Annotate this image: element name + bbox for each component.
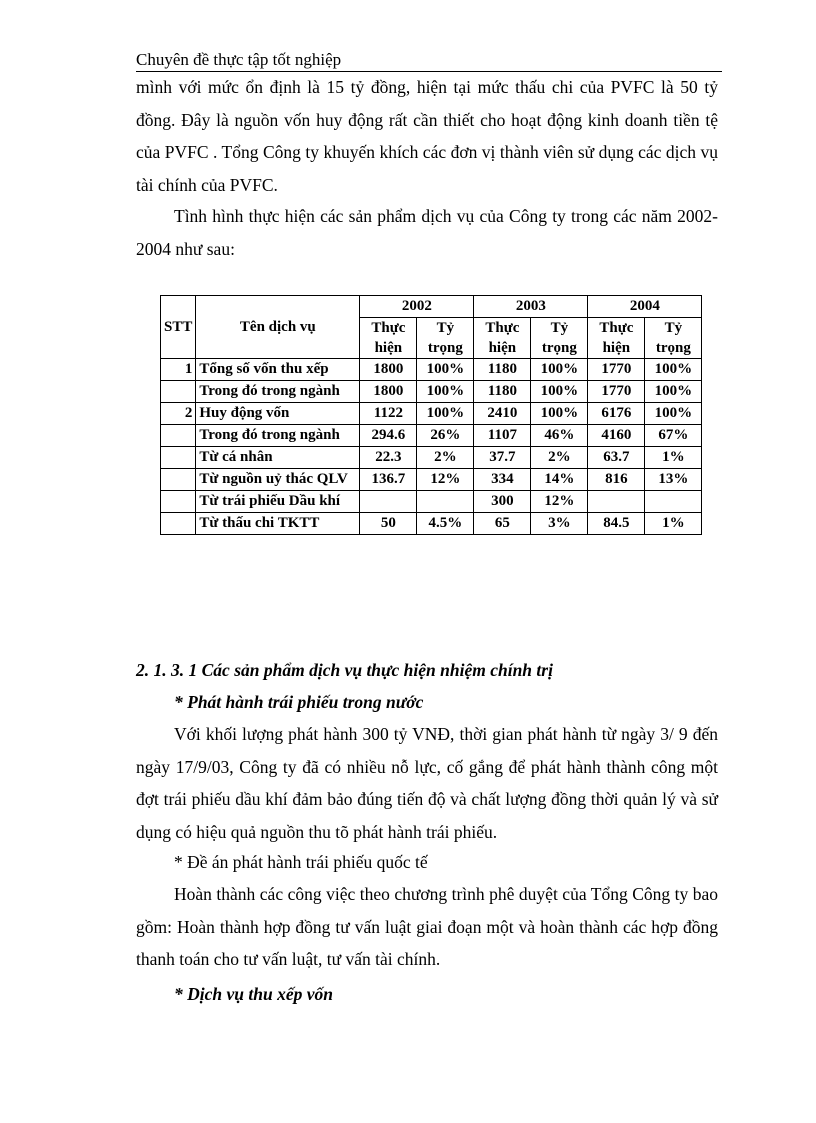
row-share-value: 13%	[645, 469, 702, 491]
row-share-value: 14%	[531, 469, 588, 491]
header-share: Tỷ trọng	[417, 318, 474, 359]
row-service-name: Tổng số vốn thu xếp	[196, 359, 360, 381]
header-share: Tỷ trọng	[645, 318, 702, 359]
row-stt	[161, 491, 196, 513]
services-table-container	[160, 295, 702, 535]
row-share-value: 26%	[417, 425, 474, 447]
row-share-value	[645, 491, 702, 513]
row-actual-value: 1180	[474, 359, 531, 381]
row-share-value: 1%	[645, 513, 702, 535]
row-service-name: Huy động vốn	[196, 403, 360, 425]
row-actual-value: 816	[588, 469, 645, 491]
section-heading: 2. 1. 3. 1 Các sản phẩm dịch vụ thực hiện nhiệm chính trị	[136, 660, 553, 680]
row-actual-value: 334	[474, 469, 531, 491]
row-actual-value: 1770	[588, 359, 645, 381]
row-service-name: Trong đó trong ngành	[196, 425, 360, 447]
row-stt: 1	[161, 359, 196, 381]
row-share-value	[417, 491, 474, 513]
row-actual-value: 300	[474, 491, 531, 513]
header-year-2003: 2003	[474, 296, 588, 318]
row-share-value: 4.5%	[417, 513, 474, 535]
row-stt	[161, 381, 196, 403]
table-row	[161, 447, 702, 469]
row-service-name: Trong đó trong ngành	[196, 381, 360, 403]
paragraph-international-bonds: Hoàn thành các công việc theo chương trình phê duyệt của Tổng Công ty bao gồm: Hoàn thành hợp đồng tư vấn luật giai đoạn một và hoàn thành các hợp đồng thanh toán cho tư vấn luật, tư vấn tài chính.	[136, 884, 718, 969]
row-actual-value: 22.3	[360, 447, 417, 469]
table-row	[161, 491, 702, 513]
row-actual-value: 6176	[588, 403, 645, 425]
row-actual-value: 2410	[474, 403, 531, 425]
row-actual-value: 50	[360, 513, 417, 535]
header-share: Tỷ trọng	[531, 318, 588, 359]
row-actual-value: 1770	[588, 381, 645, 403]
row-share-value: 3%	[531, 513, 588, 535]
row-share-value: 1%	[645, 447, 702, 469]
row-actual-value	[360, 491, 417, 513]
row-actual-value: 65	[474, 513, 531, 535]
header-year-2002: 2002	[360, 296, 474, 318]
row-stt: 2	[161, 403, 196, 425]
table-row	[161, 425, 702, 447]
header-stt: STT	[161, 296, 196, 359]
table-row	[161, 469, 702, 491]
header-service-name: Tên dịch vụ	[196, 296, 360, 359]
row-service-name: Từ trái phiếu Dầu khí	[196, 491, 360, 513]
row-share-value: 100%	[417, 403, 474, 425]
subsection-domestic-bonds: * Phát hành trái phiếu trong nước	[174, 692, 424, 712]
row-share-value: 100%	[417, 381, 474, 403]
row-actual-value: 4160	[588, 425, 645, 447]
table-row	[161, 359, 702, 381]
services-table	[160, 295, 702, 535]
table-body	[161, 359, 702, 535]
row-share-value: 100%	[531, 381, 588, 403]
header-actual: Thực hiện	[474, 318, 531, 359]
row-stt	[161, 425, 196, 447]
paragraph-summary: Tình hình thực hiện các sản phẩm dịch vụ của Công ty trong các năm 2002- 2004 như sau:	[136, 206, 718, 259]
row-share-value: 100%	[417, 359, 474, 381]
row-stt	[161, 513, 196, 535]
row-share-value: 2%	[417, 447, 474, 469]
row-actual-value: 1800	[360, 381, 417, 403]
table-row	[161, 403, 702, 425]
row-share-value: 12%	[531, 491, 588, 513]
row-actual-value: 63.7	[588, 447, 645, 469]
row-actual-value: 84.5	[588, 513, 645, 535]
row-share-value: 100%	[645, 381, 702, 403]
table-row	[161, 381, 702, 403]
row-service-name: Từ cá nhân	[196, 447, 360, 469]
header-year-2004: 2004	[588, 296, 702, 318]
row-share-value: 12%	[417, 469, 474, 491]
row-share-value: 67%	[645, 425, 702, 447]
subsection-international-bonds: * Đề án phát hành trái phiếu quốc tế	[174, 852, 428, 872]
subsection-capital-arrangement: * Dịch vụ thu xếp vốn	[174, 984, 333, 1004]
header-actual: Thực hiện	[360, 318, 417, 359]
header-actual: Thực hiện	[588, 318, 645, 359]
row-share-value: 100%	[531, 359, 588, 381]
row-actual-value: 37.7	[474, 447, 531, 469]
paragraph-intro: mình với mức ổn định là 15 tỷ đồng, hiện tại mức thấu chi của PVFC là 50 tỷ đồng. Đây là nguồn vốn huy động rất cần thiết cho hoạt động kinh doanh tiền tệ của PVFC . Tổng Công ty khuyến khích các đơn vị thành viên sử dụng các dịch vụ tài chính của PVFC.	[136, 77, 718, 195]
row-actual-value: 1800	[360, 359, 417, 381]
row-actual-value: 1122	[360, 403, 417, 425]
row-stt	[161, 447, 196, 469]
row-service-name: Từ thấu chi TKTT	[196, 513, 360, 535]
row-share-value: 46%	[531, 425, 588, 447]
row-actual-value: 1107	[474, 425, 531, 447]
row-actual-value	[588, 491, 645, 513]
row-share-value: 100%	[645, 359, 702, 381]
row-share-value: 100%	[645, 403, 702, 425]
row-actual-value: 294.6	[360, 425, 417, 447]
row-share-value: 2%	[531, 447, 588, 469]
row-actual-value: 136.7	[360, 469, 417, 491]
table-row	[161, 513, 702, 535]
row-actual-value: 1180	[474, 381, 531, 403]
row-service-name: Từ nguồn uỷ thác QLV	[196, 469, 360, 491]
row-stt	[161, 469, 196, 491]
row-share-value: 100%	[531, 403, 588, 425]
paragraph-domestic-bonds: Với khối lượng phát hành 300 tỷ VNĐ, thời gian phát hành từ ngày 3/ 9 đến ngày 17/9/03, Công ty đã có nhiều nỗ lực, cố gắng để phát hành thành công một đợt trái phiếu dầu khí đảm bảo đúng tiến độ và chất lượng đồng thời quản lý và sử dụng có hiệu quả nguồn thu tõ phát hành trái phiếu.	[136, 724, 718, 842]
page-header: Chuyên đề thực tập tốt nghiệp	[136, 50, 722, 72]
